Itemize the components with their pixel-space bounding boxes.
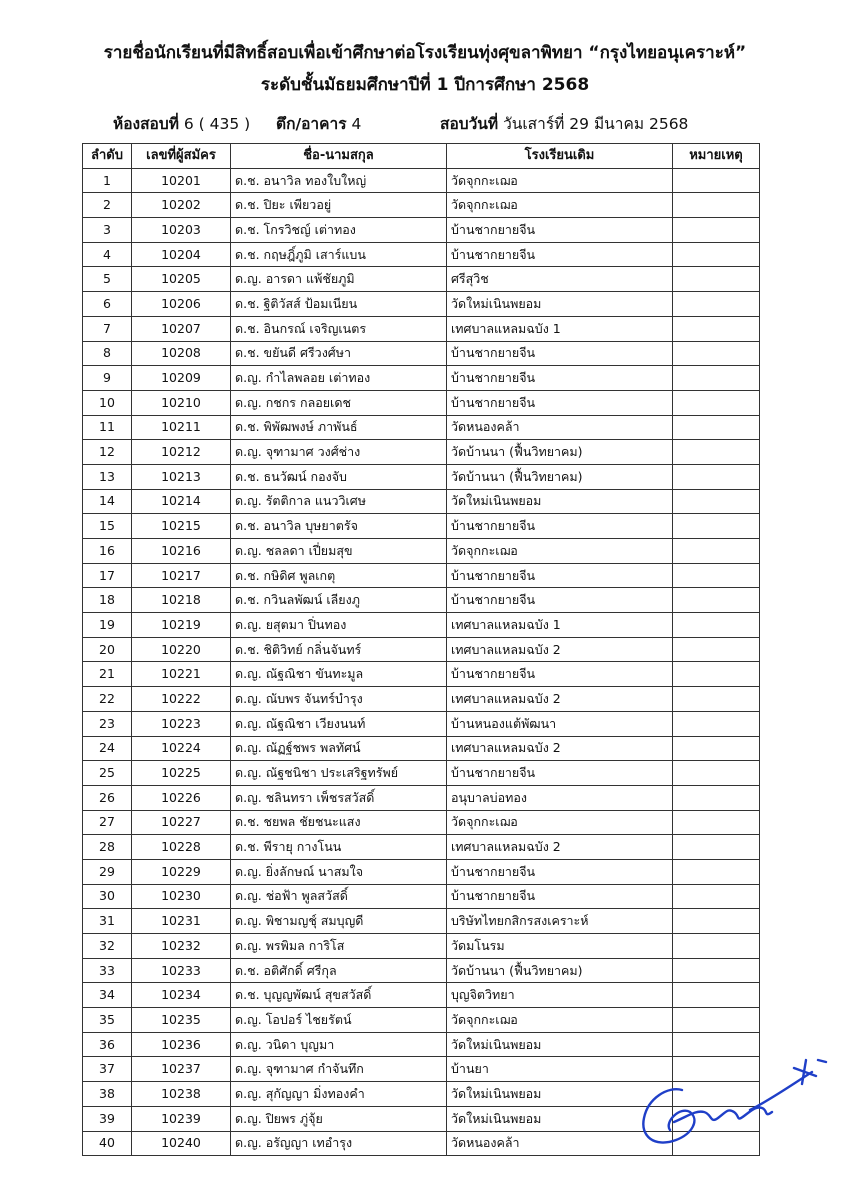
applicant-id: 10239 <box>132 1106 231 1131</box>
student-name: ด.ญ. จุฑามาศ วงศ์ช่าง <box>231 440 447 465</box>
row-number: 1 <box>83 168 132 193</box>
applicant-id: 10216 <box>132 539 231 564</box>
row-number: 6 <box>83 292 132 317</box>
note-cell <box>673 415 760 440</box>
row-number: 13 <box>83 464 132 489</box>
applicant-id: 10206 <box>132 292 231 317</box>
applicant-id: 10225 <box>132 761 231 786</box>
row-number: 21 <box>83 662 132 687</box>
note-cell <box>673 588 760 613</box>
student-name: ด.ช. อนาวิล ทองใบใหญ่ <box>231 168 447 193</box>
former-school: บ้านชากยายจีน <box>447 514 673 539</box>
student-name: ด.ญ. ณับพร จันทร์บำรุง <box>231 687 447 712</box>
building-info <box>276 114 361 134</box>
row-number: 23 <box>83 711 132 736</box>
former-school: วัดมโนรม <box>447 934 673 959</box>
student-name: ด.ญ. ปิยพร ภู่จุ้ย <box>231 1106 447 1131</box>
student-name: ด.ญ. จุฑามาศ กำจันทึก <box>231 1057 447 1082</box>
student-name: ด.ญ. ณัฐณิชา เวียงนนท์ <box>231 711 447 736</box>
applicant-id: 10222 <box>132 687 231 712</box>
table-row <box>83 218 760 243</box>
row-number: 12 <box>83 440 132 465</box>
exam-room-info <box>113 114 250 134</box>
table-row <box>83 736 760 761</box>
exam-date-value: วันเสาร์ที่ 29 มีนาคม 2568 <box>503 115 689 133</box>
former-school: เทศบาลแหลมฉบัง 2 <box>447 637 673 662</box>
former-school: บ้านชากยายจีน <box>447 662 673 687</box>
student-name: ด.ญ. ยสุตมา ปิ่นทอง <box>231 613 447 638</box>
former-school: วัดจุกกะเฌอ <box>447 539 673 564</box>
exam-date-label: สอบวันที่ <box>440 115 499 133</box>
table-row <box>83 193 760 218</box>
student-name: ด.ญ. พรพิมล การิโส <box>231 934 447 959</box>
student-name: ด.ช. ชิติวิทย์ กลิ่นจันทร์ <box>231 637 447 662</box>
table-row <box>83 1008 760 1033</box>
student-name: ด.ช. กวินลพัฒน์ เลียงภู <box>231 588 447 613</box>
building-value: 4 <box>351 115 362 133</box>
applicant-id: 10204 <box>132 242 231 267</box>
row-number: 10 <box>83 390 132 415</box>
note-cell <box>673 341 760 366</box>
table-row <box>83 588 760 613</box>
note-cell <box>673 810 760 835</box>
student-name: ด.ช. กษิดิศ พูลเกตุ <box>231 563 447 588</box>
table-row <box>83 983 760 1008</box>
student-name: ด.ญ. ณัฐณิชา ขันทะมูล <box>231 662 447 687</box>
building-label: ตึก/อาคาร <box>276 115 347 133</box>
former-school: บ้านชากยายจีน <box>447 563 673 588</box>
table-row <box>83 835 760 860</box>
table-row <box>83 415 760 440</box>
note-cell <box>673 464 760 489</box>
applicant-id: 10212 <box>132 440 231 465</box>
student-name: ด.ญ. กำไลพลอย เต่าทอง <box>231 366 447 391</box>
applicant-id: 10234 <box>132 983 231 1008</box>
column-header-applicant-id: เลขที่ผู้สมัคร <box>132 144 231 169</box>
note-cell <box>673 366 760 391</box>
row-number: 40 <box>83 1131 132 1156</box>
former-school: บ้านชากยายจีน <box>447 341 673 366</box>
applicant-id: 10210 <box>132 390 231 415</box>
applicant-id: 10208 <box>132 341 231 366</box>
student-name: ด.ช. ฐิติวัสส์ ป้อมเนียน <box>231 292 447 317</box>
table-row <box>83 539 760 564</box>
note-cell <box>673 637 760 662</box>
note-cell <box>673 934 760 959</box>
former-school: วัดใหม่เนินพยอม <box>447 1032 673 1057</box>
row-number: 38 <box>83 1082 132 1107</box>
applicant-id: 10220 <box>132 637 231 662</box>
former-school: วัดใหม่เนินพยอม <box>447 489 673 514</box>
table-row <box>83 934 760 959</box>
applicant-id: 10227 <box>132 810 231 835</box>
applicant-id: 10211 <box>132 415 231 440</box>
table-row <box>83 884 760 909</box>
row-number: 3 <box>83 218 132 243</box>
document-subtitle: ระดับชั้นมัธยมศึกษาปีที่ 1 ปีการศึกษา 2568 <box>260 75 590 95</box>
table-row <box>83 168 760 193</box>
former-school: เทศบาลแหลมฉบัง 2 <box>447 687 673 712</box>
table-row <box>83 909 760 934</box>
student-name: ด.ช. ปิยะ เพียวอยู่ <box>231 193 447 218</box>
student-list-table <box>82 143 760 1156</box>
applicant-id: 10232 <box>132 934 231 959</box>
table-row <box>83 662 760 687</box>
note-cell <box>673 859 760 884</box>
student-name: ด.ช. พีรายุ กางโนน <box>231 835 447 860</box>
row-number: 37 <box>83 1057 132 1082</box>
note-cell <box>673 168 760 193</box>
row-number: 39 <box>83 1106 132 1131</box>
former-school: เทศบาลแหลมฉบัง 2 <box>447 736 673 761</box>
former-school: วัดหนองคล้า <box>447 415 673 440</box>
note-cell <box>673 316 760 341</box>
note-cell <box>673 489 760 514</box>
former-school: บ้านชากยายจีน <box>447 366 673 391</box>
applicant-id: 10237 <box>132 1057 231 1082</box>
former-school: บ้านชากยายจีน <box>447 884 673 909</box>
note-cell <box>673 736 760 761</box>
applicant-id: 10235 <box>132 1008 231 1033</box>
row-number: 16 <box>83 539 132 564</box>
student-name: ด.ช. กฤษฎิ์ภูมิ เสาร์แบน <box>231 242 447 267</box>
applicant-id: 10205 <box>132 267 231 292</box>
applicant-id: 10215 <box>132 514 231 539</box>
row-number: 35 <box>83 1008 132 1033</box>
applicant-id: 10236 <box>132 1032 231 1057</box>
row-number: 4 <box>83 242 132 267</box>
row-number: 30 <box>83 884 132 909</box>
applicant-id: 10224 <box>132 736 231 761</box>
row-number: 9 <box>83 366 132 391</box>
row-number: 11 <box>83 415 132 440</box>
table-row <box>83 242 760 267</box>
former-school: วัดบ้านนา (ฟื้นวิทยาคม) <box>447 464 673 489</box>
column-header-number: ลำดับ <box>83 144 132 169</box>
former-school: บ้านชากยายจีน <box>447 390 673 415</box>
row-number: 18 <box>83 588 132 613</box>
former-school: วัดหนองคล้า <box>447 1131 673 1156</box>
row-number: 29 <box>83 859 132 884</box>
former-school: วัดบ้านนา (ฟื้นวิทยาคม) <box>447 958 673 983</box>
applicant-id: 10218 <box>132 588 231 613</box>
row-number: 22 <box>83 687 132 712</box>
note-cell <box>673 440 760 465</box>
note-cell <box>673 662 760 687</box>
student-name: ด.ช. โกรวิชญ์ เต่าทอง <box>231 218 447 243</box>
row-number: 14 <box>83 489 132 514</box>
table-row <box>83 316 760 341</box>
applicant-id: 10214 <box>132 489 231 514</box>
former-school: วัดจุกกะเฌอ <box>447 1008 673 1033</box>
column-header-school: โรงเรียนเดิม <box>447 144 673 169</box>
student-name: ด.ช. ขยันดี ศรีวงศ์ษา <box>231 341 447 366</box>
note-cell <box>673 292 760 317</box>
table-row <box>83 958 760 983</box>
table-row <box>83 464 760 489</box>
student-name: ด.ญ. วนิดา บุญมา <box>231 1032 447 1057</box>
table-row <box>83 514 760 539</box>
table-row <box>83 341 760 366</box>
note-cell <box>673 563 760 588</box>
row-number: 27 <box>83 810 132 835</box>
table-row <box>83 390 760 415</box>
exam-room-value: 6 ( 435 ) <box>183 115 251 133</box>
note-cell <box>673 242 760 267</box>
applicant-id: 10221 <box>132 662 231 687</box>
table-header-row <box>83 144 760 169</box>
table-row <box>83 637 760 662</box>
former-school: ศรีสุวิช <box>447 267 673 292</box>
row-number: 25 <box>83 761 132 786</box>
former-school: เทศบาลแหลมฉบัง 1 <box>447 613 673 638</box>
note-cell <box>673 909 760 934</box>
table-row <box>83 563 760 588</box>
exam-room-label: ห้องสอบที่ <box>113 115 179 133</box>
student-name: ด.ญ. โอปอร์ ไชยรัตน์ <box>231 1008 447 1033</box>
row-number: 7 <box>83 316 132 341</box>
signature-image <box>630 1050 830 1160</box>
former-school: อนุบาลบ่อทอง <box>447 785 673 810</box>
table-row <box>83 613 760 638</box>
column-header-name: ชื่อ-นามสกุล <box>231 144 447 169</box>
applicant-id: 10203 <box>132 218 231 243</box>
student-name: ด.ช. พิพัฒพงษ์ ภาพันธ์ <box>231 415 447 440</box>
student-name: ด.ญ. พิชามญชุ์ สมบุญดี <box>231 909 447 934</box>
student-name: ด.ญ. รัตติกาล แนววิเศษ <box>231 489 447 514</box>
former-school: บ้านยา <box>447 1057 673 1082</box>
student-name: ด.ช. ชยพล ชัยชนะแสง <box>231 810 447 835</box>
note-cell <box>673 958 760 983</box>
table-row <box>83 267 760 292</box>
former-school: บ้านชากยายจีน <box>447 588 673 613</box>
applicant-id: 10229 <box>132 859 231 884</box>
former-school: บ้านหนองแต้พัฒนา <box>447 711 673 736</box>
note-cell <box>673 267 760 292</box>
row-number: 20 <box>83 637 132 662</box>
table-row <box>83 859 760 884</box>
former-school: วัดใหม่เนินพยอม <box>447 292 673 317</box>
former-school: เทศบาลแหลมฉบัง 2 <box>447 835 673 860</box>
former-school: บ้านชากยายจีน <box>447 242 673 267</box>
row-number: 19 <box>83 613 132 638</box>
note-cell <box>673 687 760 712</box>
note-cell <box>673 711 760 736</box>
table-row <box>83 292 760 317</box>
row-number: 36 <box>83 1032 132 1057</box>
applicant-id: 10217 <box>132 563 231 588</box>
applicant-id: 10238 <box>132 1082 231 1107</box>
former-school: บุญจิตวิทยา <box>447 983 673 1008</box>
student-name: ด.ญ. ชลินทรา เพ็ชรสวัสดิ์ <box>231 785 447 810</box>
student-name: ด.ญ. ช่อฟ้า พูลสวัสดิ์ <box>231 884 447 909</box>
applicant-id: 10213 <box>132 464 231 489</box>
note-cell <box>673 390 760 415</box>
table-row <box>83 687 760 712</box>
student-name: ด.ญ. ณัฏฐ์ชพร พลทัศน์ <box>231 736 447 761</box>
table-row <box>83 810 760 835</box>
student-name: ด.ญ. ชลลดา เปี่ยมสุข <box>231 539 447 564</box>
former-school: เทศบาลแหลมฉบัง 1 <box>447 316 673 341</box>
row-number: 24 <box>83 736 132 761</box>
row-number: 8 <box>83 341 132 366</box>
table-row <box>83 711 760 736</box>
note-cell <box>673 193 760 218</box>
student-name: ด.ช. อติศักดิ์ ศรีกุล <box>231 958 447 983</box>
row-number: 32 <box>83 934 132 959</box>
note-cell <box>673 884 760 909</box>
student-name: ด.ญ. สุกัญญา มิ่งทองคำ <box>231 1082 447 1107</box>
exam-date-info <box>440 114 688 134</box>
row-number: 5 <box>83 267 132 292</box>
note-cell <box>673 539 760 564</box>
note-cell <box>673 983 760 1008</box>
table-row <box>83 761 760 786</box>
applicant-id: 10228 <box>132 835 231 860</box>
applicant-id: 10226 <box>132 785 231 810</box>
student-name: ด.ช. อินกรณ์ เจริญเนตร <box>231 316 447 341</box>
applicant-id: 10231 <box>132 909 231 934</box>
applicant-id: 10230 <box>132 884 231 909</box>
student-name: ด.ช. บุญญพัฒน์ สุขสวัสดิ์ <box>231 983 447 1008</box>
note-cell <box>673 218 760 243</box>
student-name: ด.ญ. อารดา แพ้ชัยภูมิ <box>231 267 447 292</box>
table-row <box>83 366 760 391</box>
former-school: วัดบ้านนา (ฟื้นวิทยาคม) <box>447 440 673 465</box>
former-school: วัดใหม่เนินพยอม <box>447 1082 673 1107</box>
note-cell <box>673 613 760 638</box>
row-number: 26 <box>83 785 132 810</box>
applicant-id: 10233 <box>132 958 231 983</box>
row-number: 15 <box>83 514 132 539</box>
applicant-id: 10209 <box>132 366 231 391</box>
former-school: วัดจุกกะเฌอ <box>447 193 673 218</box>
former-school: วัดจุกกะเฌอ <box>447 168 673 193</box>
student-name: ด.ญ. กชกร กลอยเดช <box>231 390 447 415</box>
applicant-id: 10219 <box>132 613 231 638</box>
student-name: ด.ญ. อรัญญา เทอำรุง <box>231 1131 447 1156</box>
former-school: บ้านชากยายจีน <box>447 859 673 884</box>
row-number: 17 <box>83 563 132 588</box>
applicant-id: 10207 <box>132 316 231 341</box>
former-school: บริษัทไทยกสิกรสงเคราะห์ <box>447 909 673 934</box>
former-school: บ้านชากยายจีน <box>447 218 673 243</box>
table-row <box>83 785 760 810</box>
applicant-id: 10201 <box>132 168 231 193</box>
column-header-note: หมายเหตุ <box>673 144 760 169</box>
note-cell <box>673 761 760 786</box>
applicant-id: 10202 <box>132 193 231 218</box>
student-name: ด.ญ. ณัฐชนิชา ประเสริฐทรัพย์ <box>231 761 447 786</box>
note-cell <box>673 1008 760 1033</box>
former-school: บ้านชากยายจีน <box>447 761 673 786</box>
note-cell <box>673 835 760 860</box>
applicant-id: 10240 <box>132 1131 231 1156</box>
table-row <box>83 440 760 465</box>
row-number: 31 <box>83 909 132 934</box>
student-name: ด.ญ. ยิ่งลักษณ์ นาสมใจ <box>231 859 447 884</box>
row-number: 33 <box>83 958 132 983</box>
note-cell <box>673 514 760 539</box>
former-school: วัดจุกกะเฌอ <box>447 810 673 835</box>
document-title: รายชื่อนักเรียนที่มีสิทธิ์สอบเพื่อเข้าศึกษาต่อโรงเรียนทุ่งศุขลาพิทยา “กรุงไทยอนุเคราะห์” <box>103 43 747 63</box>
note-cell <box>673 785 760 810</box>
row-number: 28 <box>83 835 132 860</box>
former-school: วัดใหม่เนินพยอม <box>447 1106 673 1131</box>
applicant-id: 10223 <box>132 711 231 736</box>
table-row <box>83 489 760 514</box>
student-name: ด.ช. อนาวิล บุษยาตรัจ <box>231 514 447 539</box>
row-number: 34 <box>83 983 132 1008</box>
row-number: 2 <box>83 193 132 218</box>
student-name: ด.ช. ธนวัฒน์ กองจับ <box>231 464 447 489</box>
